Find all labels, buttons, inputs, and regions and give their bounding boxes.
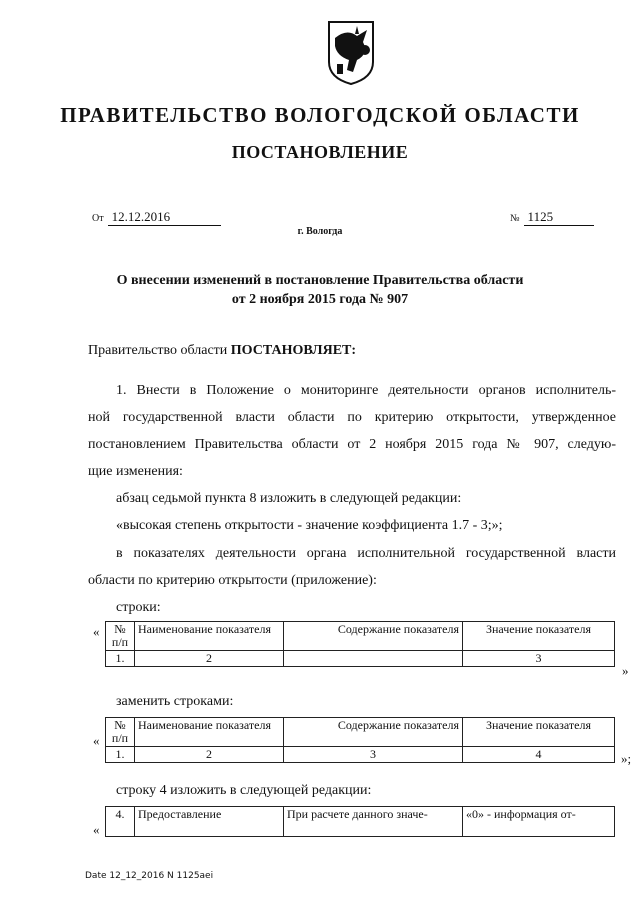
paragraph-3: «высокая степень открытости - значение коэффициента 1.7 - 3;»; xyxy=(116,518,503,533)
p1-line-1: 1. Внести в Положение о мониторинге деятельности органов исполнитель- xyxy=(116,383,616,398)
date-block xyxy=(92,208,221,226)
city: г. Вологда xyxy=(297,226,343,237)
p4-line-1: в показателях деятельности органа исполнительной государственной власти xyxy=(116,546,616,561)
subject-line-1: О внесении изменений в постановление Правительства области xyxy=(116,273,524,288)
row4-label: строку 4 изложить в следующей редакции: xyxy=(116,783,372,798)
p1-line-4: щие изменения: xyxy=(88,464,183,479)
t1-cell-content xyxy=(284,651,463,667)
paragraph-1 xyxy=(88,377,616,485)
table1-close-quote: » xyxy=(622,663,629,678)
from-label: От xyxy=(92,213,104,224)
t2-cell-name: 2 xyxy=(135,747,284,763)
table-3 xyxy=(105,806,615,837)
coat-of-arms-icon xyxy=(327,20,375,86)
table-1 xyxy=(105,621,615,667)
t3-cell-no: 4. xyxy=(106,807,135,837)
subject-heading xyxy=(0,271,640,309)
table1-open-quote: « xyxy=(93,624,100,639)
t1-cell-no: 1. xyxy=(106,651,135,667)
t1-header-content: Содержание показателя xyxy=(284,622,463,651)
t2-header-name: Наименование показателя xyxy=(135,718,284,747)
table-2 xyxy=(105,717,615,763)
t2-cell-no: 1. xyxy=(106,747,135,763)
t3-cell-value: «0» - информация от- xyxy=(463,807,615,837)
date-value: 12.12.2016 xyxy=(108,209,221,226)
government-title: ПРАВИТЕЛЬСТВО ВОЛОГОДСКОЙ ОБЛАСТИ xyxy=(60,103,580,127)
intro-paragraph xyxy=(88,337,356,364)
p1-line-3: постановлением Правительства области от 2 ноября 2015 года № 907, следую- xyxy=(88,437,616,452)
number-value: 1125 xyxy=(524,209,594,226)
footer-stamp: Date 12_12_2016 N 1125aei xyxy=(85,871,214,881)
t2-header-no: № п/п xyxy=(106,718,135,747)
t1-cell-name: 2 xyxy=(135,651,284,667)
t2-header-content: Содержание показателя xyxy=(284,718,463,747)
t2-header-value: Значение показателя xyxy=(463,718,615,747)
t2-cell-content: 3 xyxy=(284,747,463,763)
p4-line-2: области по критерию открытости (приложение): xyxy=(88,573,377,588)
t1-cell-value: 3 xyxy=(463,651,615,667)
t3-cell-name: Предоставление xyxy=(135,807,284,837)
paragraph-4 xyxy=(88,540,616,594)
p1-line-2: ной государственной власти области по критерию открытости, утвержденное xyxy=(88,410,616,425)
replace-label: заменить строками: xyxy=(116,694,234,709)
rows-label: строки: xyxy=(116,600,161,615)
paragraph-2: абзац седьмой пункта 8 изложить в следующей редакции: xyxy=(116,491,462,506)
t1-header-no: № п/п xyxy=(106,622,135,651)
t1-header-name: Наименование показателя xyxy=(135,622,284,651)
intro-decree-word: ПОСТАНОВЛЯЕТ: xyxy=(230,343,357,358)
document-type: ПОСТАНОВЛЕНИЕ xyxy=(231,142,409,162)
t2-cell-value: 4 xyxy=(463,747,615,763)
table2-open-quote: « xyxy=(93,733,100,748)
t1-header-value: Значение показателя xyxy=(463,622,615,651)
t3-cell-content: При расчете данного значе- xyxy=(284,807,463,837)
subject-line-2: от 2 ноября 2015 года № 907 xyxy=(231,292,409,307)
number-label: № xyxy=(510,213,520,224)
intro-prefix: Правительство области xyxy=(88,343,231,358)
table3-open-quote: « xyxy=(93,822,100,837)
number-block xyxy=(510,208,594,226)
table2-close-quote: »; xyxy=(621,751,632,766)
